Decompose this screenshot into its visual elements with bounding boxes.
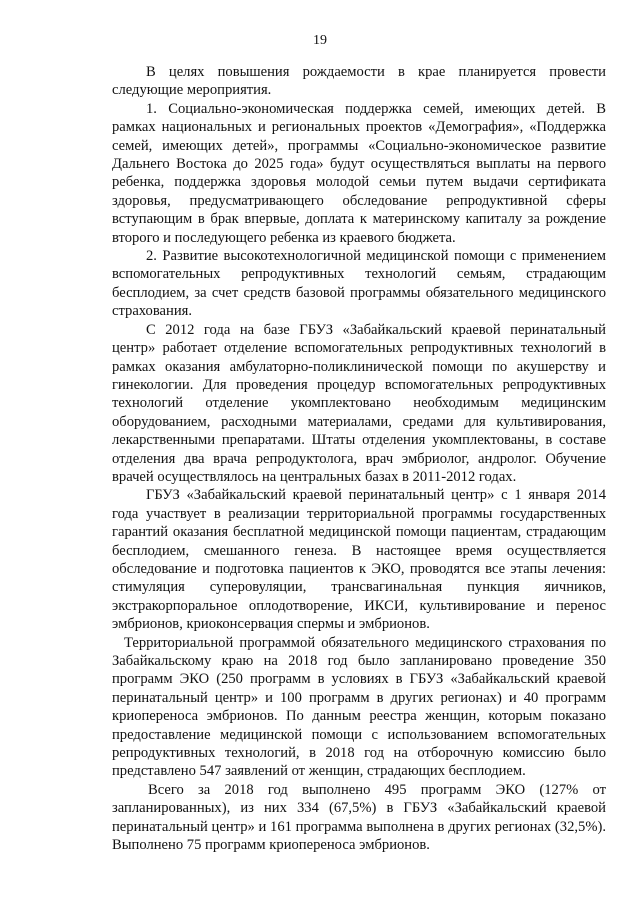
- document-body: [112, 63, 606, 854]
- paragraph-art-department: С 2012 года на базе ГБУЗ «Забайкальский краевой перинатальный центр» работает отделение вспомогательных репродуктивных технологий в рамках оказания амбулаторно-поликлинической помощи по акушерству и гинекологии. Для проведения процедур вспомогательных репродуктивных технологий отделение укомплектовано необходимым медицинским оборудованием, расходными материалами, средами для культивирования, лекарственными препаратами. Штаты отделения укомплектованы, в составе отделения два врача репродуктолога, врач эмбриолог, андролог. Обучение врачей осуществлялось на центральных базах в 2011-2012 годах.: [112, 321, 606, 485]
- paragraph-item-2: 2. Развитие высокотехнологичной медицинской помощи с применением вспомогательных репродуктивных технологий семьям, страдающим бесплодием, за счет средств базовой программы обязательного медицинского страхования.: [112, 248, 606, 320]
- paragraph-results-2018: Всего за 2018 год выполнено 495 программ ЭКО (127% от запланированных), из них 334 (67,5%) в ГБУЗ «Забайкальский краевой перинатальный центр» и 161 программа выполнена в других регионах (32,5%). Выполнено 75 программ криопереноса эмбрионов.: [112, 781, 606, 854]
- paragraph-intro: В целях повышения рождаемости в крае планируется провести следующие мероприятия.: [112, 64, 606, 99]
- paragraph-perinatal-center: ГБУЗ «Забайкальский краевой перинатальный центр» с 1 января 2014 года участвует в реализации территориальной программы государственных гарантий оказания бесплатной медицинской помощи пациентам, страдающим бесплодием, смешанного генеза. В настоящее время осуществляется обследование и подготовка пациентов к ЭКО, проводятся все этапы лечения: стимуляция суперовуляции, трансвагинальная пункция яичников, экстракорпоральное оплодотворение, ИКСИ, культивирование и перенос эмбрионов, криоконсервация спермы и эмбрионов.: [112, 487, 606, 633]
- paragraph-insurance-program: Территориальной программой обязательного медицинского страхования по Забайкальскому краю на 2018 год было запланировано проведение 350 программ ЭКО (250 программ в условиях в ГБУЗ «Забайкальский краевой перинатальный центр» и 100 программ в других регионах) и 40 программ криопереноса эмбрионов. По данным реестра женщин, которым показано предоставление медицинской помощи с использованием вспомогательных репродуктивных технологий, в 2018 год на отборочную комиссию было представлено 547 заявлений от женщин, страдающих бесплодием.: [112, 634, 606, 780]
- paragraph-item-1: 1. Социально-экономическая поддержка семей, имеющих детей. В рамках национальных и региональных проектов «Демография», «Поддержка семей, имеющих детей», программы «Социально-экономическое развитие Дальнего Востока до 2025 года» будут осуществляться выплаты на первого ребенка, поддержка здоровья молодой семьи путем выдачи сертификата здоровья, предусматривающего обследование репродуктивной сферы вступающим в брак впервые, доплата к материнскому капиталу за рождение второго и последующего ребенка из краевого бюджета.: [112, 100, 606, 246]
- page-number: 19: [313, 33, 327, 48]
